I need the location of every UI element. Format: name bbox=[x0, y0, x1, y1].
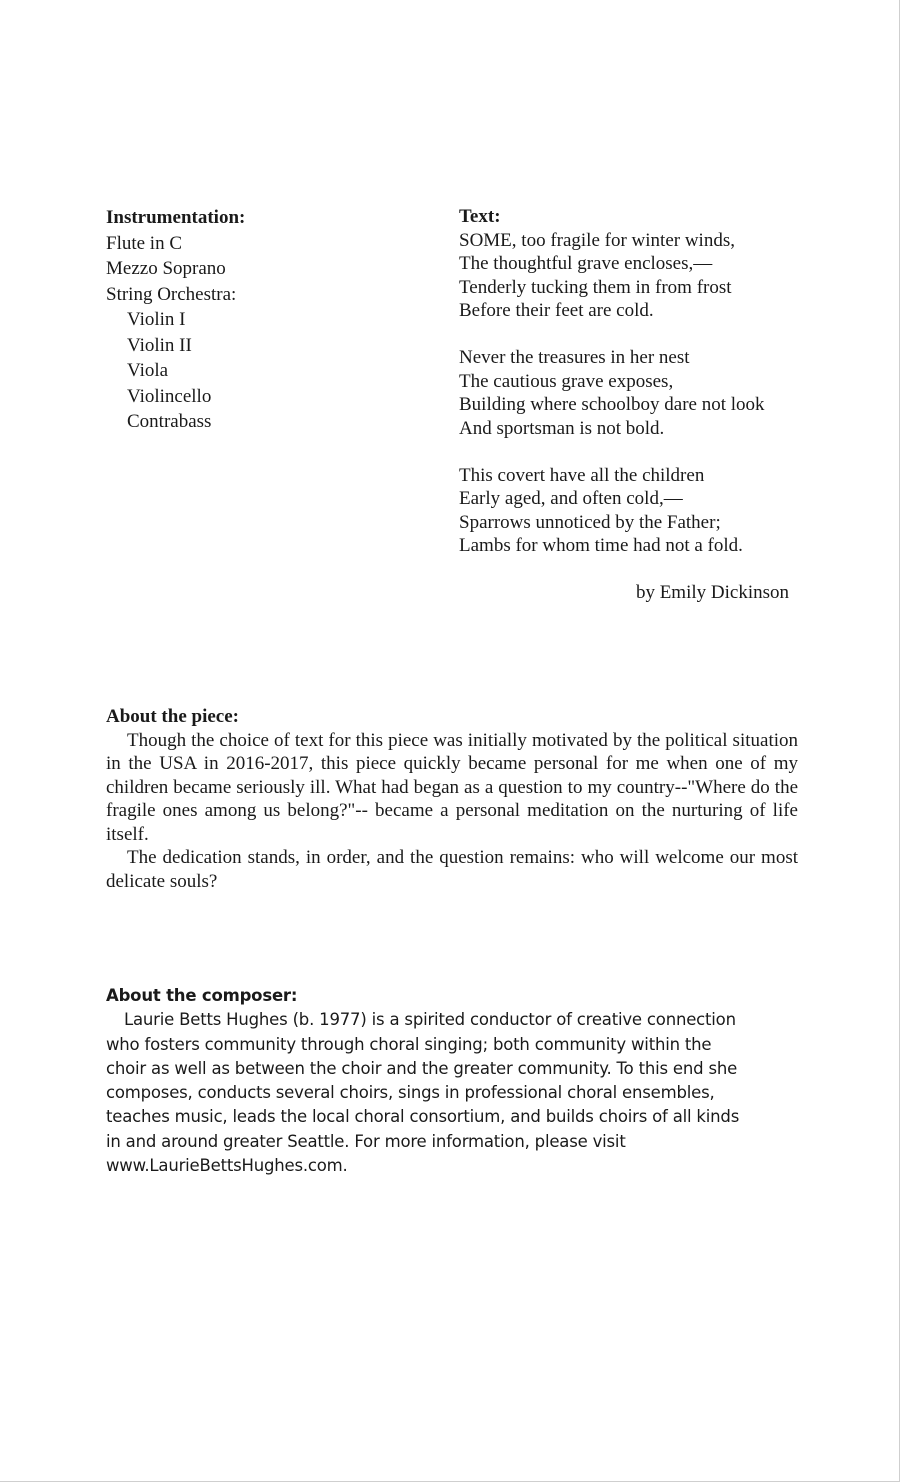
poem-line: This covert have all the children bbox=[459, 464, 705, 486]
poem-line: Before their feet are cold. bbox=[459, 300, 654, 321]
about-piece-paragraph: Though the choice of text for this piece was initially motivated by the political situation in the USA in 2016-2017, this piece quickly became personal for me when one of my children became seriously ill. What had began as a question to my country--"Where do the fragile ones among us belong?"-- became a personal meditation on the nurturing of life itself. bbox=[106, 729, 798, 845]
string-instrument-item: Violin I bbox=[127, 309, 186, 330]
poem-line: The thoughtful grave encloses,— bbox=[459, 253, 713, 274]
string-instrument-item: Violincello bbox=[127, 385, 212, 407]
poem-line: The cautious grave exposes, bbox=[459, 370, 674, 392]
instrument-item: Mezzo Soprano bbox=[106, 258, 226, 279]
poem-line: Building where schoolboy dare not look bbox=[459, 394, 765, 415]
about-composer-section bbox=[106, 984, 746, 1178]
poem-line: Sparrows unnoticed by the Father; bbox=[459, 511, 721, 533]
poem-line: And sportsman is not bold. bbox=[459, 417, 665, 439]
instrument-item: String Orchestra: bbox=[106, 283, 237, 305]
poem-author: by Emily Dickinson bbox=[635, 582, 789, 603]
about-composer-heading: About the composer: bbox=[106, 986, 298, 1005]
poem-line: Lambs for whom time had not a fold. bbox=[459, 535, 743, 556]
poem-stanza bbox=[459, 229, 804, 323]
poem-line: Early aged, and often cold,— bbox=[459, 488, 683, 509]
about-piece-section bbox=[106, 705, 798, 893]
text-section bbox=[459, 205, 804, 605]
instrument-item: Flute in C bbox=[106, 232, 183, 254]
poem-line: Never the treasures in her nest bbox=[459, 347, 690, 368]
string-instrument-item: Viola bbox=[127, 360, 169, 381]
instrumentation-section bbox=[106, 205, 426, 435]
about-piece-paragraph: The dedication stands, in order, and the question remains: who will welcome our most delicate souls? bbox=[106, 847, 798, 892]
instrumentation-heading: Instrumentation: bbox=[106, 207, 246, 228]
poem-stanza bbox=[459, 346, 804, 440]
string-instrument-item: Violin II bbox=[127, 334, 192, 356]
poem-stanza bbox=[459, 464, 804, 558]
poem-line: SOME, too fragile for winter winds, bbox=[459, 229, 735, 251]
text-heading: Text: bbox=[459, 206, 501, 227]
poem-line: Tenderly tucking them in from frost bbox=[459, 276, 732, 298]
about-piece-heading: About the piece: bbox=[106, 706, 239, 727]
string-instrument-item: Contrabass bbox=[127, 411, 212, 432]
about-composer-paragraph: Laurie Betts Hughes (b. 1977) is a spirited conductor of creative connection who fosters community through choral singing; both community within the choir as well as between the choir and the greater community. To this end she composes, conducts several choirs, sings in professional choral ensembles, teaches music, leads the local choral consortium, and builds choirs of all kinds in and around greater Seattle. For more information, please visit www.LaurieBettsHughes.com. bbox=[106, 1010, 740, 1176]
